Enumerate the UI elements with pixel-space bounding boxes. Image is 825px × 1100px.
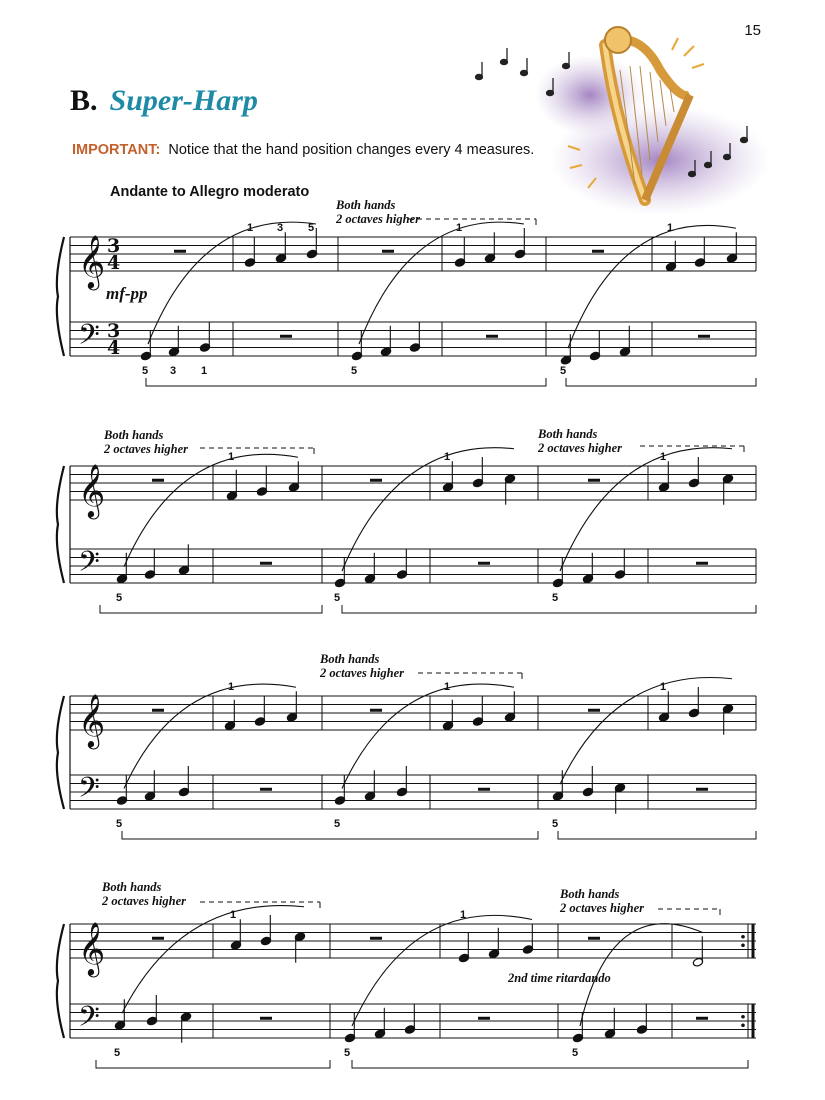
half-rest bbox=[696, 788, 708, 791]
fingering-1: 1 bbox=[444, 451, 451, 463]
treble-clef-icon: 𝄞 bbox=[78, 463, 106, 517]
octave-line1: Both hands bbox=[104, 428, 164, 442]
half-rest bbox=[370, 709, 382, 712]
hand-position-bracket bbox=[566, 378, 756, 386]
fingering-1: 1 bbox=[667, 222, 674, 234]
half-rest bbox=[592, 250, 604, 253]
half-rest bbox=[260, 562, 272, 565]
fingering-5: 5 bbox=[142, 365, 149, 377]
half-rest bbox=[588, 937, 600, 940]
slur bbox=[124, 454, 298, 566]
fingering-treble: 3 bbox=[277, 222, 284, 234]
time-signature: 4 bbox=[107, 337, 121, 359]
brace bbox=[57, 924, 64, 1038]
slur bbox=[560, 678, 732, 785]
fingering-1: 1 bbox=[660, 681, 667, 693]
octave-line2: 2 octaves higher bbox=[538, 441, 623, 455]
hand-position-bracket bbox=[100, 605, 322, 613]
slur bbox=[342, 684, 514, 788]
hand-position-bracket bbox=[96, 1060, 330, 1068]
octave-line1: Both hands bbox=[102, 880, 162, 894]
fingering-5: 5 bbox=[334, 818, 341, 830]
section-letter: B. bbox=[70, 84, 98, 117]
half-rest bbox=[478, 788, 490, 791]
fingering-5: 5 bbox=[116, 818, 123, 830]
time-signature: 3 bbox=[107, 235, 121, 257]
hand-position-bracket bbox=[558, 831, 756, 839]
octave-line2: 2 octaves higher bbox=[102, 894, 187, 908]
octave-line1: Both hands bbox=[560, 887, 620, 901]
fingering-5: 5 bbox=[552, 818, 559, 830]
fingering-5: 5 bbox=[552, 592, 559, 604]
bass-clef-icon: 𝄢 bbox=[78, 771, 100, 812]
hand-position-bracket bbox=[146, 378, 546, 386]
fingering-5: 5 bbox=[344, 1047, 351, 1059]
octave-line2: 2 octaves higher bbox=[336, 212, 421, 226]
half-rest bbox=[260, 788, 272, 791]
fingering-1: 1 bbox=[230, 909, 237, 921]
bass-clef-icon: 𝄢 bbox=[78, 545, 100, 586]
fingering-5: 5 bbox=[334, 592, 341, 604]
octave-line2: 2 octaves higher bbox=[560, 901, 645, 915]
slur bbox=[148, 222, 316, 344]
treble-clef-icon: 𝄞 bbox=[78, 693, 106, 747]
treble-clef-icon: 𝄞 bbox=[78, 921, 106, 975]
octave-line1: Both hands bbox=[320, 652, 380, 666]
half-rest bbox=[280, 335, 292, 338]
half-rest bbox=[152, 709, 164, 712]
half-rest bbox=[370, 479, 382, 482]
fingering-1: 1 bbox=[228, 681, 235, 693]
half-rest bbox=[698, 335, 710, 338]
octave-line1: Both hands bbox=[538, 427, 598, 441]
half-rest bbox=[696, 562, 708, 565]
half-rest bbox=[588, 709, 600, 712]
bass-clef-icon: 𝄢 bbox=[78, 1000, 100, 1041]
fingering-5: 5 bbox=[116, 592, 123, 604]
fingering-5: 5 bbox=[560, 365, 567, 377]
hand-position-bracket bbox=[342, 605, 756, 613]
fingering-treble: 5 bbox=[308, 222, 315, 234]
fingering-5: 5 bbox=[114, 1047, 121, 1059]
half-rest bbox=[370, 937, 382, 940]
half-rest bbox=[486, 335, 498, 338]
half-rest bbox=[152, 937, 164, 940]
half-rest bbox=[696, 1017, 708, 1020]
repeat-dot bbox=[741, 935, 745, 939]
slur bbox=[352, 915, 532, 1026]
ritardando-marking: 2nd time ritardando bbox=[508, 971, 611, 985]
tempo-marking: Andante to Allegro moderato bbox=[110, 184, 310, 200]
slur bbox=[124, 684, 296, 788]
fingering-1: 1 bbox=[660, 451, 667, 463]
repeat-dot bbox=[741, 943, 745, 947]
dynamics-marking: mf-pp bbox=[106, 284, 148, 303]
treble-clef-icon: 𝄞 bbox=[78, 234, 106, 288]
half-rest bbox=[478, 562, 490, 565]
fingering-1: 1 bbox=[456, 222, 463, 234]
octave-line2: 2 octaves higher bbox=[104, 442, 189, 456]
half-rest bbox=[478, 1017, 490, 1020]
piece-name: Super-Harp bbox=[109, 84, 258, 117]
half-rest bbox=[260, 1017, 272, 1020]
important-text: Notice that the hand position changes every 4 measures. bbox=[168, 142, 535, 158]
fingering-bass: 3 bbox=[170, 365, 177, 377]
half-rest bbox=[174, 250, 186, 253]
fingering-5: 5 bbox=[351, 365, 358, 377]
page-number: 15 bbox=[744, 22, 761, 39]
octave-line1: Both hands bbox=[336, 198, 396, 212]
half-rest bbox=[152, 479, 164, 482]
octave-line2: 2 octaves higher bbox=[320, 666, 405, 680]
fingering-5: 5 bbox=[572, 1047, 579, 1059]
time-signature: 4 bbox=[107, 252, 121, 274]
fingering-1: 1 bbox=[247, 222, 254, 234]
brace bbox=[57, 466, 64, 583]
fingering-bass: 1 bbox=[201, 365, 208, 377]
hand-position-bracket bbox=[122, 831, 538, 839]
slur bbox=[122, 906, 304, 1014]
time-signature: 3 bbox=[107, 320, 121, 342]
fingering-1: 1 bbox=[460, 909, 467, 921]
half-rest bbox=[382, 250, 394, 253]
brace bbox=[57, 237, 64, 356]
bass-clef-icon: 𝄢 bbox=[78, 318, 100, 359]
brace bbox=[57, 696, 64, 809]
half-rest bbox=[588, 479, 600, 482]
hand-position-bracket bbox=[352, 1060, 748, 1068]
repeat-dot bbox=[741, 1023, 745, 1027]
fingering-1: 1 bbox=[228, 451, 235, 463]
fingering-1: 1 bbox=[444, 681, 451, 693]
repeat-dot bbox=[741, 1015, 745, 1019]
important-label: IMPORTANT: bbox=[72, 142, 161, 158]
